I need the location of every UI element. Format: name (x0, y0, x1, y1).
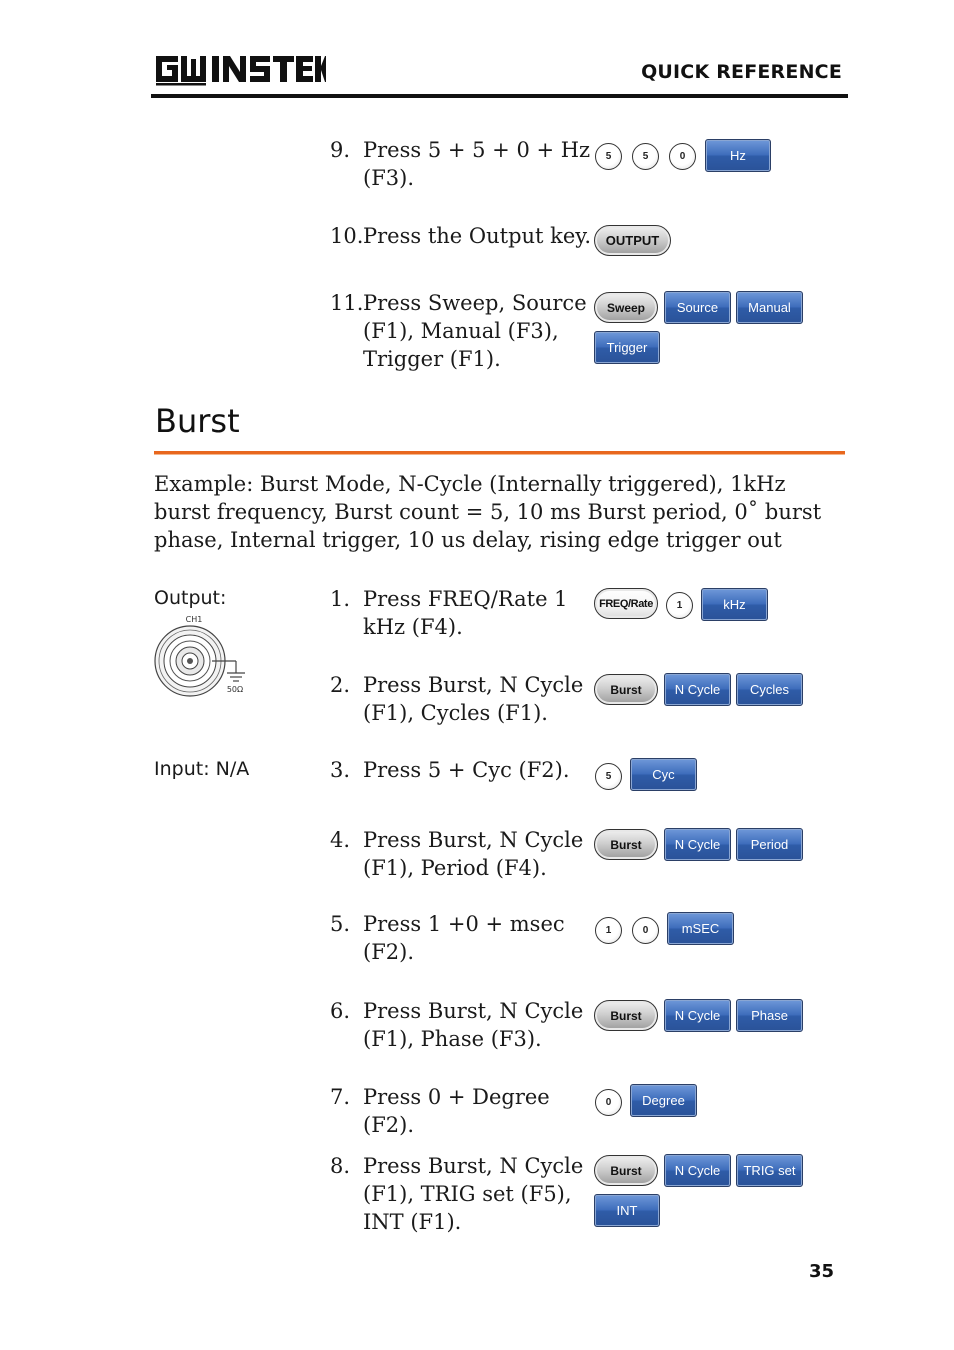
key-5[interactable]: 5 (595, 763, 622, 790)
step-text: Press Sweep, Source (F1), Manual (F3), Trigger (F1). (363, 291, 587, 371)
header-title: QUICK REFERENCE (641, 61, 842, 83)
step-text: Press the Output key. (363, 224, 592, 248)
msec-softkey[interactable]: mSEC (667, 912, 734, 945)
burst-key[interactable]: Burst (594, 829, 658, 860)
step-text: Press Burst, N Cycle (F1), Period (F4). (363, 828, 584, 880)
burst-step-4 (330, 826, 592, 882)
header-rule (151, 94, 848, 98)
step-9 (330, 136, 592, 192)
step-number: 1. (330, 587, 351, 611)
step-number: 2. (330, 673, 351, 697)
burst-step-3 (330, 756, 592, 784)
step-number: 6. (330, 999, 351, 1023)
step-11 (330, 289, 592, 373)
burst-step-1 (330, 585, 592, 641)
ncycle-softkey[interactable]: N Cycle (664, 1154, 731, 1187)
step-number: 11. (330, 291, 364, 315)
step-number: 3. (330, 758, 351, 782)
key-5[interactable]: 5 (632, 143, 659, 170)
burst-key[interactable]: Burst (594, 1155, 658, 1186)
sweep-key[interactable]: Sweep (594, 292, 658, 323)
bnc-connector-icon (154, 613, 250, 697)
ncycle-softkey[interactable]: N Cycle (664, 999, 731, 1032)
phase-softkey[interactable]: Phase (736, 999, 803, 1032)
cyc-softkey[interactable]: Cyc (630, 758, 697, 791)
burst-key[interactable]: Burst (594, 1000, 658, 1031)
burst-key[interactable]: Burst (594, 674, 658, 705)
burst-step-8 (330, 1152, 592, 1236)
burst-step-5 (330, 910, 592, 966)
step-number: 8. (330, 1154, 351, 1178)
page-number: 35 (808, 1261, 834, 1282)
burst-step-2 (330, 671, 592, 727)
step-number: 4. (330, 828, 351, 852)
key-1[interactable]: 1 (595, 917, 622, 944)
key-5[interactable]: 5 (595, 143, 622, 170)
step-text: Press Burst, N Cycle (F1), Phase (F3). (363, 999, 584, 1051)
step-text: Press 0 + Degree (F2). (363, 1085, 550, 1137)
section-rule (154, 451, 845, 455)
step-text: Press 1 +0 + msec (F2). (363, 912, 565, 964)
manual-softkey[interactable]: Manual (736, 291, 803, 324)
period-softkey[interactable]: Period (736, 828, 803, 861)
burst-step-7 (330, 1083, 592, 1139)
trig-set-softkey[interactable]: TRIG set (736, 1154, 803, 1187)
step-number: 5. (330, 912, 351, 936)
int-softkey[interactable]: INT (594, 1194, 660, 1227)
gw-instek-logo (154, 52, 326, 86)
section-title: Burst (155, 402, 240, 440)
hz-softkey[interactable]: Hz (705, 139, 771, 172)
source-softkey[interactable]: Source (664, 291, 731, 324)
step-text: Press Burst, N Cycle (F1), TRIG set (F5), INT (F1). (363, 1154, 584, 1234)
step-text: Press FREQ/Rate 1 kHz (F4). (363, 587, 568, 639)
output-label: Output: (154, 587, 227, 609)
impedance-label: 50Ω (226, 685, 244, 694)
khz-softkey[interactable]: kHz (701, 588, 768, 621)
section-intro: Example: Burst Mode, N-Cycle (Internally triggered), 1kHz burst frequency, Burst count = 5, 10 ms Burst period, 0˚ burst phase, Internal trigger, 10 us delay, rising edge trigger out (154, 472, 822, 552)
ncycle-softkey[interactable]: N Cycle (664, 673, 731, 706)
step-number: 7. (330, 1085, 351, 1109)
step-text: Press Burst, N Cycle (F1), Cycles (F1). (363, 673, 584, 725)
degree-softkey[interactable]: Degree (630, 1084, 697, 1117)
cycles-softkey[interactable]: Cycles (736, 673, 803, 706)
burst-step-6 (330, 997, 592, 1053)
step-number: 9. (330, 138, 351, 162)
step-text: Press 5 + 5 + 0 + Hz (F3). (363, 138, 591, 190)
key-1[interactable]: 1 (666, 592, 693, 619)
step-10 (330, 222, 592, 250)
ncycle-softkey[interactable]: N Cycle (664, 828, 731, 861)
key-0[interactable]: 0 (669, 143, 696, 170)
input-label: Input: N/A (154, 758, 250, 780)
output-key[interactable]: OUTPUT (594, 225, 671, 256)
step-text: Press 5 + Cyc (F2). (363, 758, 570, 782)
trigger-softkey[interactable]: Trigger (594, 331, 660, 364)
freq-rate-key[interactable]: FREQ/Rate (594, 588, 658, 619)
step-number: 10. (330, 224, 364, 248)
key-0[interactable]: 0 (595, 1089, 622, 1116)
key-0[interactable]: 0 (632, 917, 659, 944)
connector-label: CH1 (185, 615, 203, 624)
